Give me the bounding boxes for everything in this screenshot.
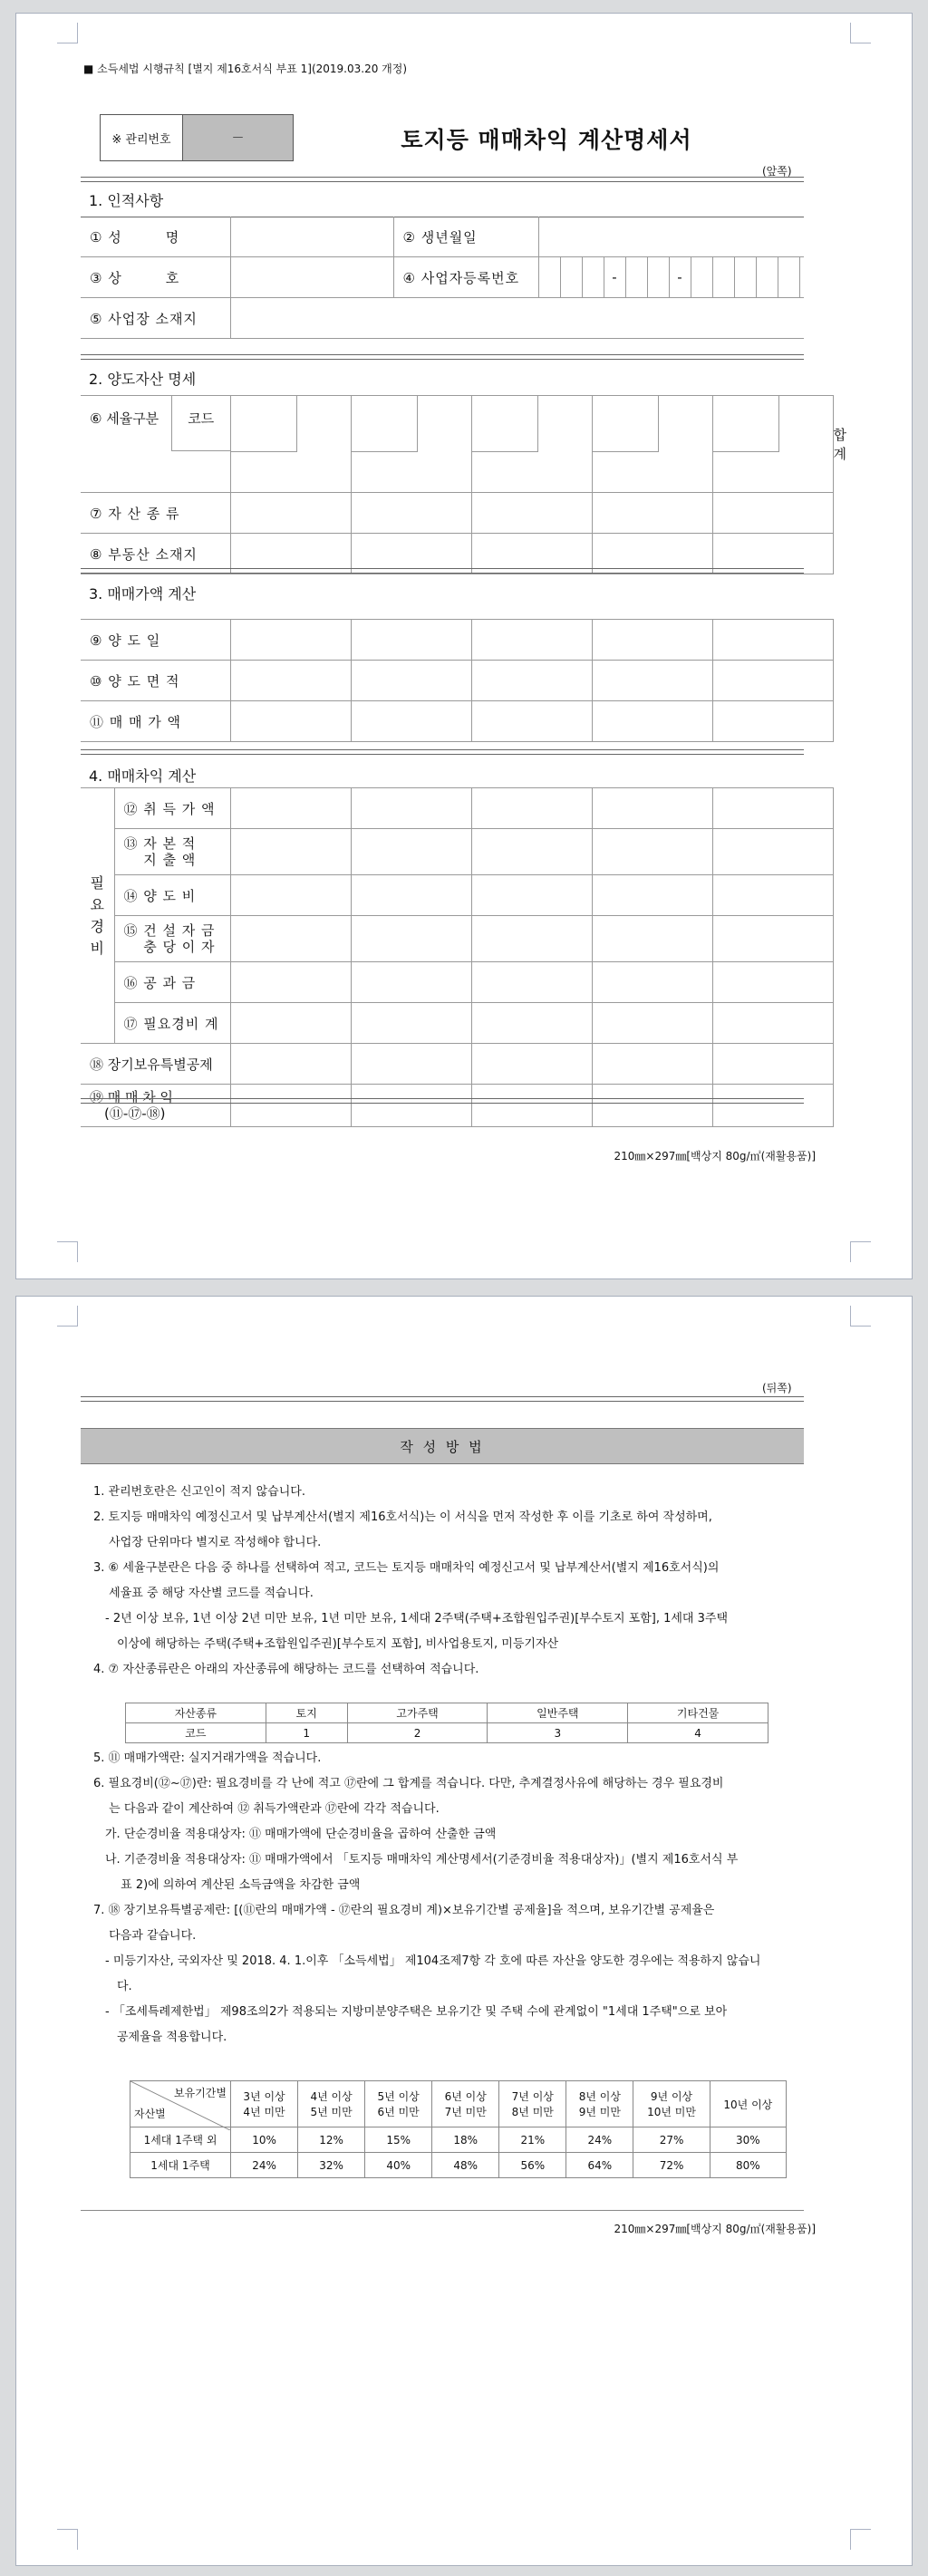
trade-name-field[interactable] [230,257,393,298]
section-divider [81,1098,804,1104]
construction-interest-field[interactable] [230,916,351,962]
management-number-field[interactable]: － [183,115,293,160]
capital-expenditure-label: ⑬ 자 본 적 지 출 액 [114,829,230,875]
transfer-date-field[interactable] [712,620,833,661]
bizno-digit[interactable] [712,257,734,298]
transfer-cost-label: ⑭ 양 도 비 [114,875,230,916]
public-dues-field[interactable] [351,962,471,1003]
rate-row-label: 1세대 1주택 외 [130,2127,231,2153]
rate-cell: 12% [298,2127,365,2153]
public-dues-label: ⑯ 공 과 금 [114,962,230,1003]
section-title-sale-price: 3. 매매가액 계산 [89,585,197,603]
construction-interest-field[interactable] [471,916,592,962]
trading-gain-formula: (⑪-⑰-⑱) [104,1105,166,1122]
trading-gain-field[interactable] [471,1085,592,1127]
trade-name-label: ③ 상 호 [81,257,230,298]
tax-rate-code-cell[interactable] [592,396,712,493]
form-page-back [15,1296,913,2566]
rate-cell: 27% [633,2127,710,2153]
personal-info-table [81,217,804,339]
section-rule [81,2210,804,2211]
transfer-date-field[interactable] [351,620,471,661]
sale-price-field[interactable] [230,701,351,742]
public-dues-field[interactable] [230,962,351,1003]
construction-interest-label: ⑮ 건 설 자 금 충 당 이 자 [114,916,230,962]
trading-gain-label: ⑲ 매 매 차 익 [90,1089,174,1105]
gain-calculation-table [81,787,833,1127]
bizno-trailing [799,257,804,298]
crop-mark [57,1241,78,1262]
instruction-line: 7. ⑱ 장기보유특별공제란: [(⑪란의 매매가액 - ⑰란의 필요경비 계)×보유기간별 공제율]을 적으며, 보유기간별 공제율은 [93,1904,715,1917]
transfer-cost-field[interactable] [592,875,712,916]
birthdate-field[interactable] [538,217,804,257]
crop-mark [57,23,78,43]
construction-interest-field[interactable] [351,916,471,962]
instruction-line: - 「조세특례제한법」 제98조의2가 적용되는 지방미분양주택은 보유기간 및 주택 수에 관계없이 "1세대 1주택"으로 보아 [93,2005,728,2019]
transfer-cost-field[interactable] [471,875,592,916]
transfer-area-field[interactable] [712,661,833,701]
transfer-area-field[interactable] [592,661,712,701]
corner-bottom-label: 자산별 [134,2108,166,2120]
asset-code-header: 자산종류 [126,1703,266,1723]
capital-expenditure-field[interactable] [471,829,592,875]
instruction-line: 가. 단순경비율 적용대상자: ⑪ 매매가액에 단순경비율을 곱하여 산출한 금액 [93,1828,497,1841]
crop-mark [57,2529,78,2550]
period-header: 4년 이상 5년 미만 [298,2081,365,2127]
corner-top-label: 보유기간별 [174,2087,227,2099]
long-term-deduction-field[interactable] [712,1044,833,1085]
instructions-block-1 [93,1480,809,1683]
crop-mark [850,1306,871,1327]
asset-code-header: 기타건물 [628,1703,768,1723]
long-term-deduction-field[interactable] [230,1044,351,1085]
section-divider [81,749,804,755]
asset-code-value: 2 [347,1723,488,1743]
trading-gain-field[interactable] [230,1085,351,1127]
asset-code-value: 1 [266,1723,347,1743]
asset-details-table: ⑥ 세율구분 코드 합 계 ⑦ 자 산 종 류 ⑧ 부동산 소재지 [81,395,833,574]
section-title-gain: 4. 매매차익 계산 [89,767,197,785]
asset-type-field[interactable] [471,493,592,534]
name-label: ① 성 명 [81,217,230,257]
public-dues-field[interactable] [471,962,592,1003]
asset-code-value: 4 [628,1723,768,1743]
asset-type-field[interactable] [592,493,712,534]
long-term-deduction-field[interactable] [592,1044,712,1085]
capital-expenditure-field[interactable] [712,829,833,875]
instruction-line: 세율표 중 해당 자산별 코드를 적습니다. [93,1587,314,1600]
long-term-deduction-field[interactable] [471,1044,592,1085]
sale-price-field[interactable] [471,701,592,742]
business-address-label: ⑤ 사업장 소재지 [81,298,230,339]
rate-cell: 40% [365,2153,432,2178]
transfer-area-label: ⑩ 양 도 면 적 [81,661,230,701]
rate-table-corner [130,2081,231,2127]
tax-rate-label-cell [81,396,230,493]
instruction-line: 3. ⑥ 세율구분란은 다음 중 하나를 선택하여 적고, 코드는 토지등 매매차익 예정신고서 및 납부계산서(별지 제16호서식)의 [93,1561,720,1575]
trading-gain-field[interactable] [712,1085,833,1127]
instruction-line: 2. 토지등 매매차익 예정신고서 및 납부계산서(별지 제16호서식)는 이 서식을 먼저 작성한 후 이를 기초로 하여 작성하며, [93,1510,712,1524]
sale-price-field[interactable] [351,701,471,742]
tax-rate-code-cell[interactable] [471,396,592,493]
transfer-cost-field[interactable] [712,875,833,916]
rate-cell: 10% [231,2127,298,2153]
instruction-line: 나. 기준경비율 적용대상자: ⑪ 매매가액에서 「토지등 매매차익 계산명세서(기준경비율 적용대상자)」(별지 제16호서식 부 [93,1853,739,1867]
period-header: 8년 이상 9년 미만 [566,2081,633,2127]
bizno-digit[interactable] [734,257,756,298]
transfer-area-field[interactable] [230,661,351,701]
bizno-digit[interactable] [778,257,799,298]
tax-rate-code-cell[interactable] [712,396,833,493]
section-divider [81,354,804,360]
acquisition-cost-field[interactable] [230,788,351,829]
instruction-line: 5. ⑪ 매매가액란: 실지거래가액을 적습니다. [93,1751,322,1765]
holding-period-rate-table [130,2080,787,2178]
acquisition-cost-label: ⑫ 취 득 가 액 [114,788,230,829]
rate-cell: 18% [432,2127,499,2153]
instruction-line: 사업장 단위마다 별지로 작성해야 합니다. [93,1536,322,1549]
management-number-box [100,114,294,161]
bizno-digit[interactable] [582,257,604,298]
crop-mark [850,23,871,43]
transfer-area-field[interactable] [351,661,471,701]
bizno-digit[interactable] [625,257,647,298]
instruction-line: 표 2)에 의하여 계산된 소득금액을 차감한 금액 [93,1878,361,1892]
period-header: 6년 이상 7년 미만 [432,2081,499,2127]
acquisition-cost-field[interactable] [471,788,592,829]
transfer-date-field[interactable] [592,620,712,661]
bizno-separator: - [604,257,625,298]
acquisition-cost-field[interactable] [592,788,712,829]
period-header: 5년 이상 6년 미만 [365,2081,432,2127]
expense-sum-label: ⑰ 필요경비 계 [114,1003,230,1044]
section-title-personal: 1. 인적사항 [89,192,164,209]
sale-price-field[interactable] [592,701,712,742]
paper-spec-footer: 210㎜×297㎜[백상지 80g/㎡(재활용품)] [614,2223,816,2235]
asset-code-table [125,1703,768,1743]
business-number-label: ④ 사업자등록번호 [393,257,538,298]
instruction-line: - 미등기자산, 국외자산 및 2018. 4. 1.이후 「소득세법」 제104조제7항 각 호에 따른 자산을 양도한 경우에는 적용하지 않습니 [93,1954,761,1968]
tax-rate-code-cell[interactable] [351,396,471,493]
instruction-line: 는 다음과 같이 계산하여 ⑫ 취득가액란과 ⑰란에 각각 적습니다. [93,1802,440,1816]
tax-rate-code-cell[interactable] [230,396,351,493]
instruction-line: 6. 필요경비(⑫~⑰)란: 필요경비를 각 난에 적고 ⑰란에 그 합계를 적습니다. 다만, 추계결정사유에 해당하는 경우 필요경비 [93,1777,724,1790]
crop-mark [850,1241,871,1262]
tax-rate-label: ⑥ 세율구분 [90,410,160,427]
name-field[interactable] [230,217,393,257]
transfer-date-field[interactable] [230,620,351,661]
rate-cell: 72% [633,2153,710,2178]
code-label: 코드 [171,396,230,451]
construction-interest-field[interactable] [712,916,833,962]
bizno-digit[interactable] [756,257,778,298]
section-divider [81,568,804,574]
instruction-line: 1. 관리번호란은 신고인이 적지 않습니다. [93,1485,305,1499]
birthdate-label: ② 생년월일 [393,217,538,257]
long-term-deduction-field[interactable] [351,1044,471,1085]
side-label-back: (뒤쪽) [762,1382,792,1394]
asset-code-header: 일반주택 [488,1703,628,1723]
instruction-line: 이상에 해당하는 주택(주택+조합원입주권)[부수토지 포함], 비사업용토지, 미등기자산 [93,1637,559,1651]
rate-cell: 24% [566,2127,633,2153]
instructions-banner: 작 성 방 법 [81,1428,804,1464]
instruction-line: 다음과 같습니다. [93,1929,197,1943]
transfer-area-field[interactable] [471,661,592,701]
sale-price-field[interactable] [712,701,833,742]
management-number-label: ※ 관리번호 [101,115,183,160]
transfer-date-label: ⑨ 양 도 일 [81,620,230,661]
rate-row-label: 1세대 1주택 [130,2153,231,2178]
rate-cell: 21% [499,2127,566,2153]
asset-code-header: 고가주택 [347,1703,488,1723]
bizno-digit[interactable] [538,257,560,298]
sale-price-label: ⑪ 매 매 가 액 [81,701,230,742]
transfer-date-field[interactable] [471,620,592,661]
rate-cell: 15% [365,2127,432,2153]
bizno-digit[interactable] [647,257,669,298]
asset-type-field[interactable] [712,493,833,534]
period-header: 3년 이상 4년 미만 [231,2081,298,2127]
asset-code-value: 코드 [126,1723,266,1743]
construction-interest-field[interactable] [592,916,712,962]
instruction-line: 4. ⑦ 자산종류란은 아래의 자산종류에 해당하는 코드를 선택하여 적습니다. [93,1663,479,1676]
asset-code-value: 3 [488,1723,628,1743]
capital-expenditure-field[interactable] [351,829,471,875]
instruction-line: 다. [93,1980,132,1993]
business-address-field[interactable] [230,298,804,339]
transfer-cost-field[interactable] [351,875,471,916]
bizno-separator: - [669,257,691,298]
section-divider [81,1396,804,1402]
bizno-digit[interactable] [560,257,582,298]
instructions-block-2 [93,1746,809,2050]
asset-type-field[interactable] [230,493,351,534]
property-location-label: ⑧ 부동산 소재지 [81,534,230,574]
asset-type-field[interactable] [351,493,471,534]
expense-sum-field[interactable] [471,1003,592,1044]
rate-cell: 32% [298,2153,365,2178]
rate-cell: 30% [710,2127,786,2153]
expense-group-label: 필요경비 [81,788,114,1044]
paper-spec-footer: 210㎜×297㎜[백상지 80g/㎡(재활용품)] [614,1150,816,1163]
rate-cell: 48% [432,2153,499,2178]
instruction-line: 공제율을 적용합니다. [93,2031,227,2044]
trading-gain-field[interactable] [351,1085,471,1127]
trading-gain-label-cell [81,1085,230,1127]
expense-sum-field[interactable] [230,1003,351,1044]
capital-expenditure-field[interactable] [592,829,712,875]
trading-gain-field[interactable] [592,1085,712,1127]
rate-cell: 64% [566,2153,633,2178]
rate-cell: 56% [499,2153,566,2178]
expense-sum-field[interactable] [712,1003,833,1044]
instruction-line: - 2년 이상 보유, 1년 이상 2년 미만 보유, 1년 미만 보유, 1세대 2주택(주택+조합원입주권)[부수토지 포함], 1세대 3주택 [93,1612,729,1626]
long-term-deduction-label: ⑱ 장기보유특별공제 [81,1044,230,1085]
crop-mark [57,1306,78,1327]
page-title: 토지등 매매차익 계산명세서 [401,127,692,153]
acquisition-cost-field[interactable] [351,788,471,829]
bizno-digit[interactable] [691,257,712,298]
public-dues-field[interactable] [592,962,712,1003]
side-label-front: (앞쪽) [762,165,792,178]
period-header: 9년 이상 10년 미만 [633,2081,710,2127]
transfer-cost-field[interactable] [230,875,351,916]
period-header: 10년 이상 [710,2081,786,2127]
section-title-assets: 2. 양도자산 명세 [89,371,197,388]
asset-code-header: 토지 [266,1703,347,1723]
crop-mark [850,2529,871,2550]
public-dues-field[interactable] [712,962,833,1003]
section-divider [81,177,804,182]
capital-expenditure-field[interactable] [230,829,351,875]
expense-sum-field[interactable] [592,1003,712,1044]
period-header: 7년 이상 8년 미만 [499,2081,566,2127]
rate-cell: 24% [231,2153,298,2178]
rate-cell: 80% [710,2153,786,2178]
asset-type-label: ⑦ 자 산 종 류 [81,493,230,534]
sale-price-table [81,619,833,742]
form-page-front [15,13,913,1279]
expense-sum-field[interactable] [351,1003,471,1044]
form-header-note: ■ 소득세법 시행규칙 [별지 제16호서식 부표 1](2019.03.20 개정) [83,63,408,75]
acquisition-cost-field[interactable] [712,788,833,829]
